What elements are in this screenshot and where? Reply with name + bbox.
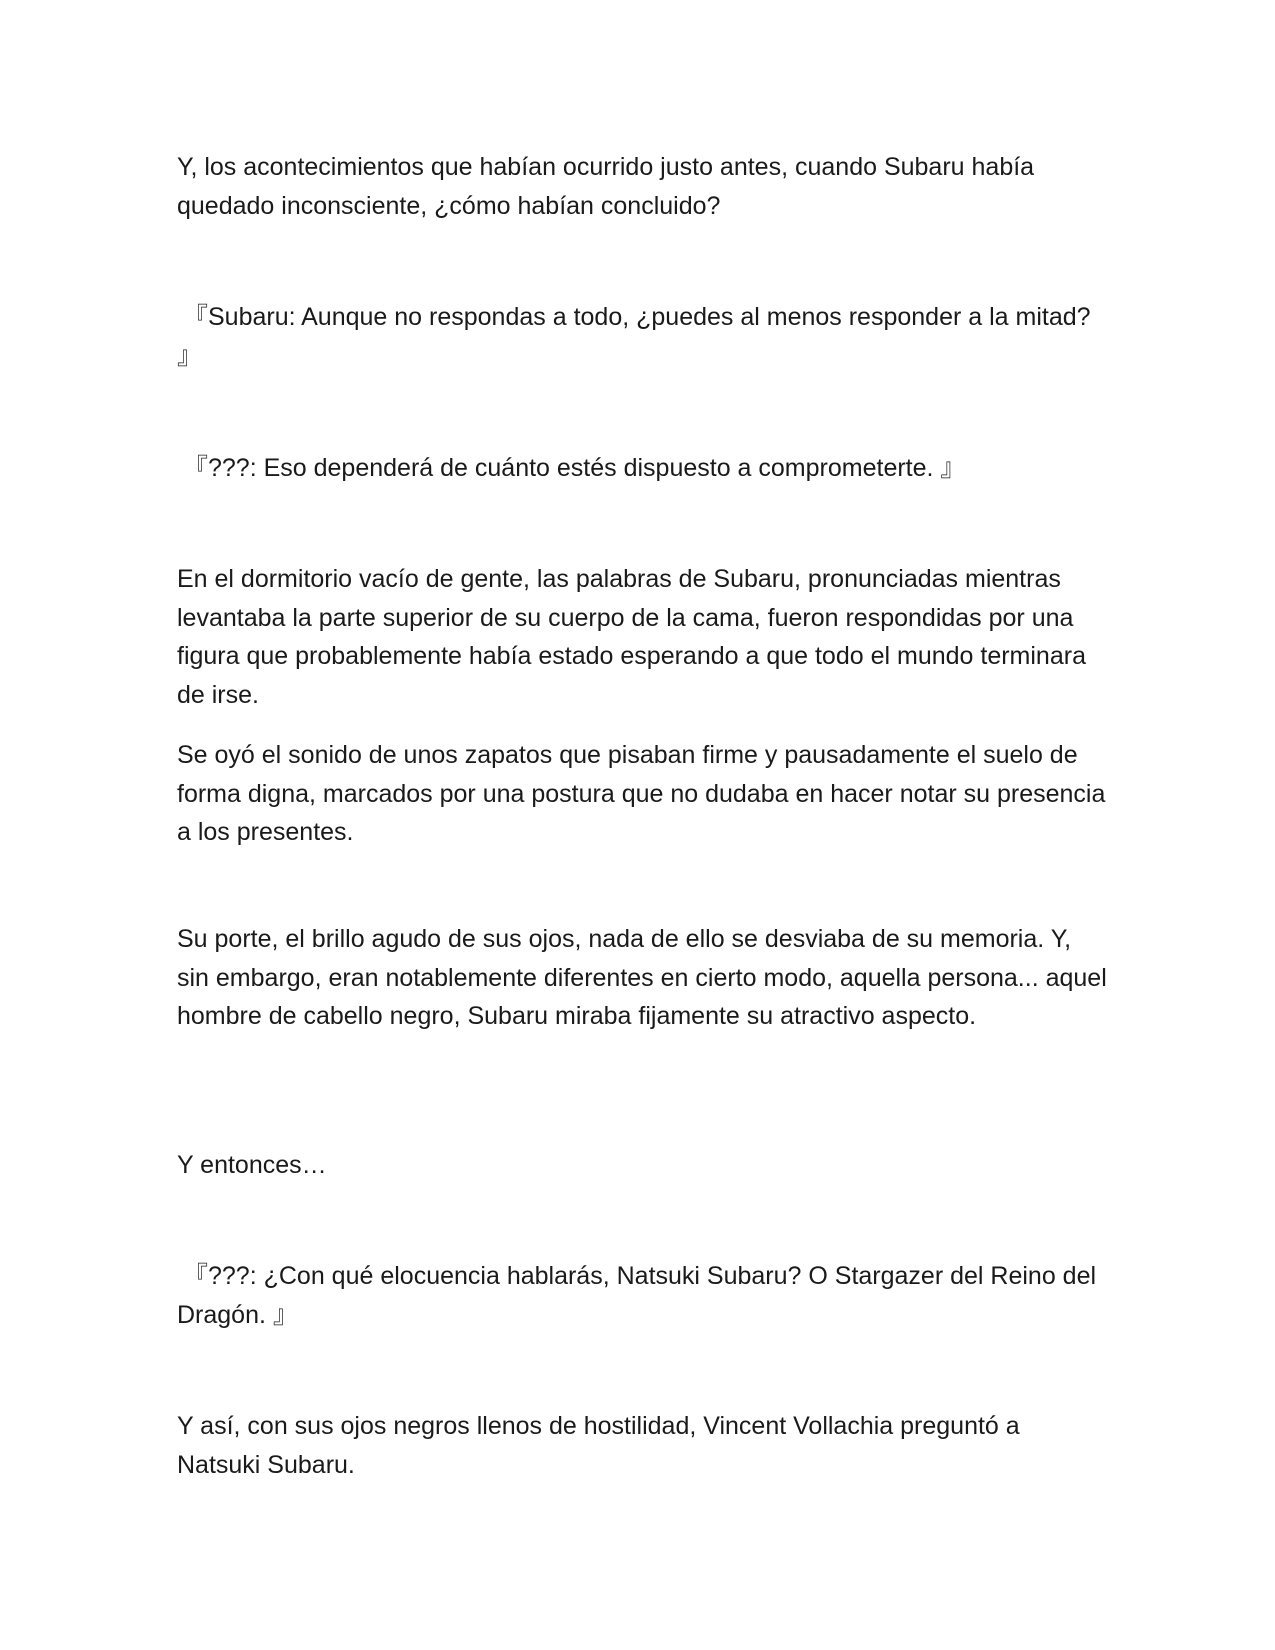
paragraph-dialogue: 『???: Eso dependerá de cuánto estés dispuesto a comprometerte. 』: [183, 454, 966, 482]
paragraph-narration: Y así, con sus ojos negros llenos de hostilidad, Vincent Vollachia preguntó a Natsuki Subaru.: [177, 1412, 1020, 1479]
paragraph-narration: En el dormitorio vacío de gente, las palabras de Subaru, pronunciadas mientras levantaba la parte superior de su cuerpo de la cama, fueron respondidas por una figura que probablemente había estado esperando a que todo el mundo terminara de irse.: [177, 565, 1086, 709]
paragraph-narration: Se oyó el sonido de unos zapatos que pisaban firme y pausadamente el suelo de forma digna, marcados por una postura que no dudaba en hacer notar su presencia a los presentes.: [177, 741, 1106, 846]
paragraph-dialogue: 『Subaru: Aunque no respondas a todo, ¿puedes al menos responder a la mitad? 』: [177, 303, 1091, 370]
paragraph-dialogue: 『???: ¿Con qué elocuencia hablarás, Natsuki Subaru? O Stargazer del Reino del Dragón. 』: [177, 1262, 1097, 1329]
paragraph-narration: Su porte, el brillo agudo de sus ojos, nada de ello se desviaba de su memoria. Y, sin embargo, eran notablemente diferentes en cierto modo, aquella persona... aquel hombre de cabello negro, Subaru miraba fijamente su atractivo aspecto.: [177, 925, 1107, 1030]
paragraph-narration: Y entonces…: [177, 1151, 327, 1179]
paragraph-narration: Y, los acontecimientos que habían ocurrido justo antes, cuando Subaru había quedado inconsciente, ¿cómo habían concluido?: [177, 153, 1035, 220]
